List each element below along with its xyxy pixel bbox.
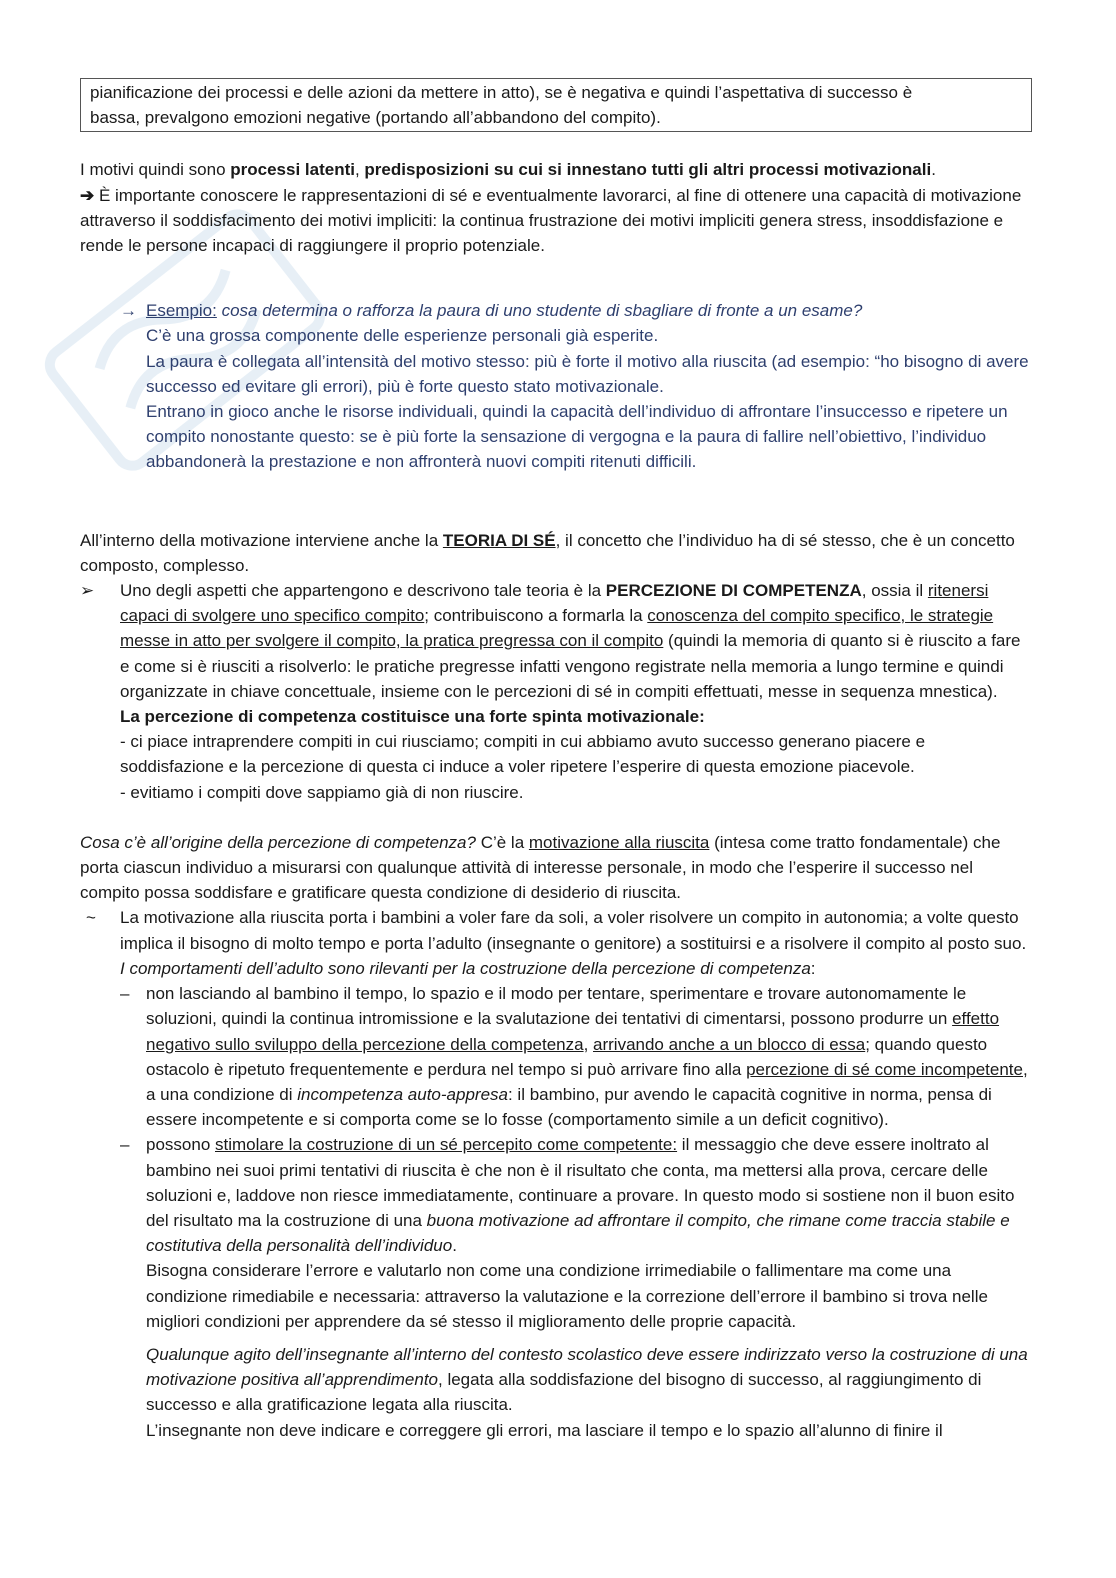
example-line-3: Entrano in gioco anche le risorse individuali, quindi la capacità dell’individuo di affrontare l’insuccesso e ripetere un compito nonostante questo: se è più forte la sensazione di vergogna e la paura di fallire nell’obiettivo, l’individuo abbandonerà la prestazione e non affronterà nuovi compiti ritenuti difficili. bbox=[146, 402, 1008, 472]
callout-box bbox=[80, 78, 1032, 132]
underline-text: arrivando anche a un blocco di essa bbox=[593, 1034, 866, 1054]
italic-text: buona motivazione ad affrontare il compito, che rimane come traccia stabile e costitutiva della personalità dell’individuo bbox=[146, 1210, 1010, 1256]
bold-underline-text: TEORIA DI SÉ bbox=[442, 530, 556, 550]
text: , il concetto che l’individuo ha di sé stesso, che è un concetto composto, complesso. bbox=[80, 530, 1015, 575]
underline-text: effetto negativo sullo sviluppo della percezione della competenza bbox=[146, 1009, 1000, 1054]
example-label: Esempio: bbox=[146, 301, 217, 321]
dash-item-1: - ci piace intraprendere compiti in cui riusciamo; compiti in cui abbiamo avuto successo generano piacere e soddisfazione e la percezione di questa ci induce a voler ripetere l’esperire di questa emozione piacevole. bbox=[120, 732, 926, 777]
tilde-item bbox=[80, 905, 1032, 981]
example-line-2: La paura è collegata all’intensità del motivo stesso: più è forte il motivo alla riuscita (ad esempio: “ho bisogno di avere successo ed evitare gli errori), più è forte questo stato motivazionale. bbox=[146, 351, 1029, 396]
text: , bbox=[354, 160, 365, 180]
italic-text: Qualunque agito dell’insegnante all’interno del contesto scolastico deve essere indirizzato verso la costruzione di una motivazione positiva all’apprendimento bbox=[146, 1344, 1028, 1390]
text: All’interno della motivazione interviene anche la bbox=[80, 530, 443, 550]
sub-text bbox=[146, 1132, 1032, 1258]
text: La motivazione alla riuscita porta i bambini a voler fare da soli, a voler risolvere un compito in autonomia; a volte questo implica il bisogno di molto tempo e porta l’adulto (insegnante o genitore) a sostituirsi e a risolvere il compito al posto suo. bbox=[120, 908, 1027, 953]
text: Uno degli aspetti che appartengono e descrivono tale teoria è la bbox=[120, 581, 606, 601]
text: C’è la bbox=[475, 832, 529, 852]
underline-text: conoscenza del compito specifico, le strategie messe in atto per svolgere il compito, la pratica pregressa con il compito bbox=[120, 606, 994, 651]
italic-text: Cosa c’è all’origine della percezione di competenza? bbox=[80, 832, 476, 852]
text: , legata alla soddisfazione del bisogno di successo, al raggiungimento di successo e alla gratificazione legata alla riuscita. bbox=[146, 1370, 982, 1415]
arrow-icon: ➔ bbox=[80, 185, 95, 205]
text: . bbox=[931, 160, 936, 180]
text: . bbox=[452, 1236, 457, 1256]
text: È importante conoscere le rappresentazioni di sé e eventualmente lavorarci, al fine di ottenere una capacità di motivazione attraverso il soddisfacimento dei motivi impliciti: la continua frustrazione dei motivi impliciti genera stress, insoddisfazione e rende le persone incapaci di raggiungere il proprio potenziale. bbox=[80, 185, 1022, 256]
final-paragraph bbox=[146, 1342, 1032, 1418]
italic-text: cosa determina o rafforza la paura di uno studente di sbagliare di fronte a un esame? bbox=[216, 301, 863, 321]
paragraph-teoria bbox=[80, 528, 1032, 578]
dash-bullet-icon: – bbox=[120, 1135, 130, 1155]
text: : il bambino, pur avendo le capacità cognitive in norma, pensa di essere incompetente e si comporta come se lo fosse (comportamento simile a un deficit cognitivo). bbox=[146, 1084, 992, 1130]
underline-text: stimolare la costruzione di un sé percepito come competente: bbox=[215, 1135, 678, 1155]
callout-line-2: bassa, prevalgono emozioni negative (portando all’abbandono del compito). bbox=[90, 108, 661, 128]
italic-text: incompetenza auto-appresa bbox=[297, 1084, 508, 1104]
text: il messaggio che deve essere inoltrato al bambino nei suoi primi tentativi di riuscita è che non è il risultato che conta, ma mettersi alla prova, cercare delle soluzioni e, laddove non riesce immediatamente, continuare a provare. In questo modo si sostiene non il buon esito del risultato ma la costruzione di una bbox=[146, 1135, 1015, 1230]
bullet-arrow-icon: ➢ bbox=[80, 581, 95, 601]
sub-item-positive bbox=[80, 1132, 1032, 1334]
text: I motivi quindi sono bbox=[80, 160, 231, 180]
text: ; contribuiscono a formarla la bbox=[424, 606, 648, 626]
dash-item-2: - evitiamo i compiti dove sappiamo già di non riuscire. bbox=[120, 782, 524, 802]
tilde-text bbox=[120, 905, 1032, 981]
example-question bbox=[146, 298, 1032, 323]
tilde-bullet-icon: ~ bbox=[86, 908, 96, 928]
example-line-1: C’è una grossa componente delle esperienze personali già esperite. bbox=[146, 326, 659, 346]
italic-text: I comportamenti dell’adulto sono rilevanti per la costruzione della percezione di competenza bbox=[120, 958, 811, 978]
paragraph-origine bbox=[80, 830, 1032, 906]
text: (quindi la memoria di quanto si è riuscito a fare e come si è riusciti a risolverlo: le pratiche pregresse infatti vengono registrate nella memoria a lungo termine e quindi organizzate in chiave concettuale, insieme con le percezioni di sé in compiti effettuati, messe in sequenza mnestica). bbox=[120, 631, 1021, 701]
text: : bbox=[810, 958, 816, 978]
right-arrow-icon: → bbox=[120, 301, 137, 321]
document-page bbox=[80, 78, 1032, 1443]
bold-text: PERCEZIONE DI COMPETENZA bbox=[605, 581, 862, 601]
last-line: L’insegnante non deve indicare e correggere gli errori, ma lasciare il tempo e lo spazio all’alunno di finire il bbox=[146, 1420, 943, 1440]
example-block bbox=[120, 298, 1032, 474]
bold-text: predisposizioni su cui si innestano tutti gli altri processi motivazionali bbox=[364, 160, 932, 180]
bullet-text bbox=[120, 578, 1032, 704]
underline-text: ritenersi capaci di svolgere uno specifico compito bbox=[120, 581, 989, 626]
sub-text bbox=[146, 981, 1032, 1132]
bold-text: processi latenti bbox=[230, 160, 355, 180]
paragraph-motivi bbox=[80, 157, 1032, 182]
bullet-percezione bbox=[80, 578, 1032, 805]
text: , a una condizione di bbox=[146, 1059, 1028, 1104]
text: non lasciando al bambino il tempo, lo spazio e il modo per tentare, sperimentare e trovare autonomamente le soluzioni, quindi la continua intromissione e la svalutazione dei tentativi di cimentarsi, possono produrre un bbox=[146, 984, 967, 1029]
callout-line-1: pianificazione dei processi e delle azioni da mettere in atto), se è negativa e quindi l’aspettativa di successo è bbox=[90, 83, 913, 102]
dash-bullet-icon: – bbox=[120, 984, 130, 1004]
final-block bbox=[80, 1342, 1032, 1443]
sub-item-negative bbox=[80, 981, 1032, 1132]
errore-paragraph: Bisogna considerare l’errore e valutarlo non come una condizione irrimediabile o fallimentare ma come una condizione rimediabile e necessaria: attraverso la valutazione e la correzione dell’errore il bambino si trova nelle migliori condizioni per apprendere da sé stesso il miglioramento delle proprie capacità. bbox=[146, 1261, 988, 1331]
bold-statement bbox=[120, 704, 1032, 729]
paragraph-importante bbox=[80, 183, 1032, 259]
text: (intesa come tratto fondamentale) che porta ciascun individuo a misurarsi con qualunque attività di interesse personale, in modo che l’esperire il successo nel compito possa soddisfare e gratificare questa condizione di desiderio di riuscita. bbox=[80, 832, 1001, 903]
underline-text: motivazione alla riuscita bbox=[528, 832, 710, 852]
text: , bbox=[583, 1034, 594, 1054]
text: , ossia il bbox=[861, 581, 928, 601]
text: ; quando questo ostacolo è ripetuto frequentemente e perdura nel tempo si può arrivare fino alla bbox=[146, 1034, 988, 1079]
bold-text: La percezione di competenza costituisce una forte spinta motivazionale: bbox=[120, 707, 705, 727]
text: possono bbox=[146, 1135, 215, 1155]
underline-text: percezione di sé come incompetente bbox=[746, 1059, 1023, 1079]
